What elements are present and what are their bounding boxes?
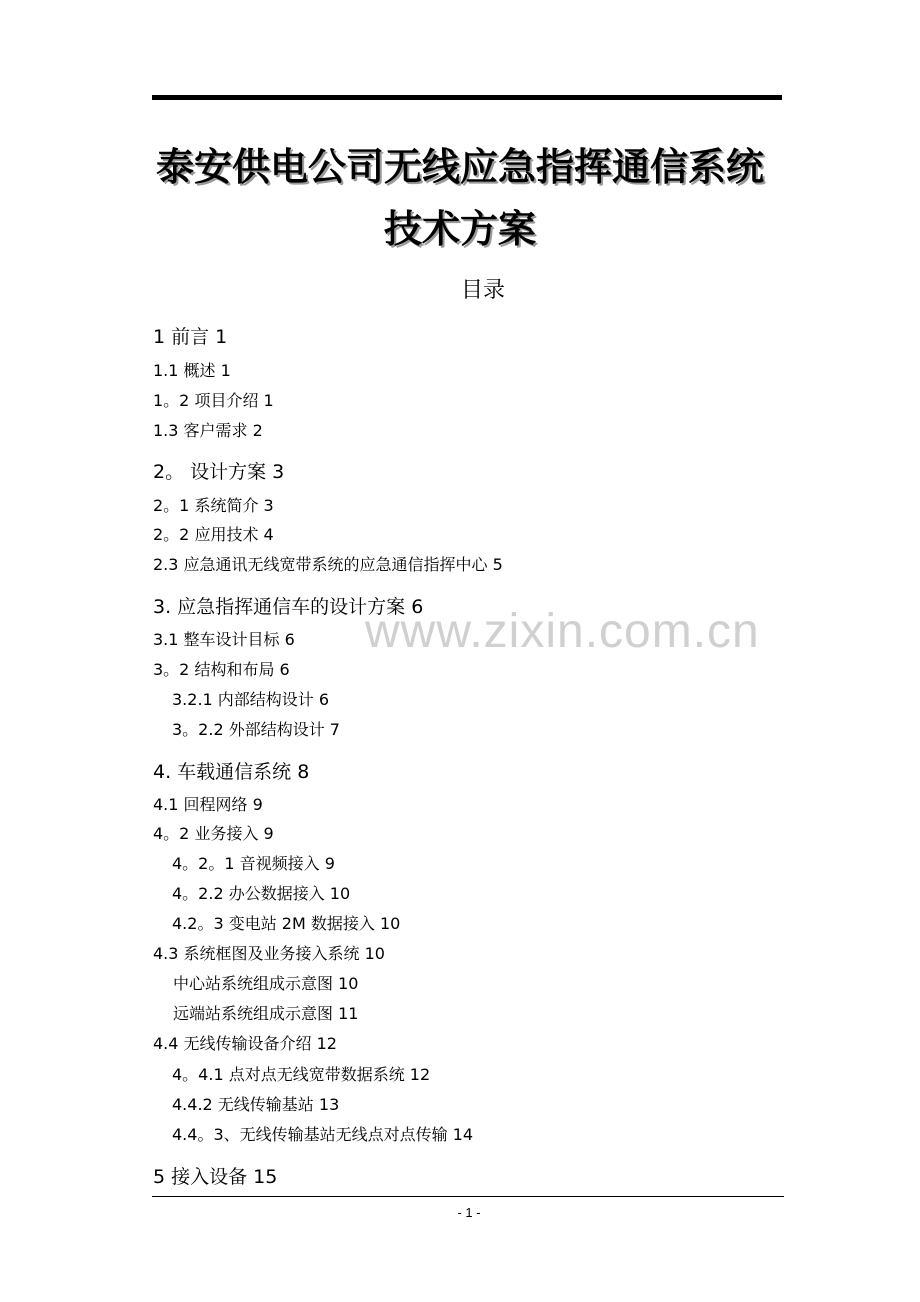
toc-entry[interactable]: 远端站系统组成示意图 11 xyxy=(173,1004,359,1023)
watermark: www.zixin.com.cn xyxy=(365,605,760,658)
toc-entry[interactable]: 4.4 无线传输设备介绍 12 xyxy=(153,1034,337,1053)
toc-entry[interactable]: 4。2 业务接入 9 xyxy=(153,824,274,843)
toc-entry[interactable]: 2。2 应用技术 4 xyxy=(153,525,274,544)
toc-entry[interactable]: 4. 车载通信系统 8 xyxy=(153,761,310,783)
toc-entry[interactable]: 4.4。3、无线传输基站无线点对点传输 14 xyxy=(172,1125,474,1144)
toc-entry[interactable]: 1.1 概述 1 xyxy=(153,361,231,380)
toc-entry[interactable]: 2。1 系统简介 3 xyxy=(153,496,274,515)
toc-entry[interactable]: 1。2 项目介绍 1 xyxy=(153,391,274,410)
toc-entry[interactable]: 2。 设计方案 3 xyxy=(153,461,285,483)
toc-entry[interactable]: 3。2 结构和布局 6 xyxy=(153,660,290,679)
toc-entry[interactable]: 1.3 客户需求 2 xyxy=(153,421,263,440)
toc-entry[interactable]: 3.2.1 内部结构设计 6 xyxy=(172,690,330,709)
toc-entry[interactable]: 4。2.2 办公数据接入 10 xyxy=(172,884,351,903)
toc-entry[interactable]: 3。2.2 外部结构设计 7 xyxy=(172,720,340,739)
toc-entry[interactable]: 2.3 应急通讯无线宽带系统的应急通信指挥中心 5 xyxy=(153,555,503,574)
toc-entry[interactable]: 4。2。1 音视频接入 9 xyxy=(172,854,335,873)
toc-entry[interactable]: 中心站系统组成示意图 10 xyxy=(173,974,359,993)
toc-entry[interactable]: 4.1 回程网络 9 xyxy=(153,795,263,814)
toc-entry[interactable]: 4.3 系统框图及业务接入系统 10 xyxy=(153,944,385,963)
toc-entry[interactable]: 4.4.2 无线传输基站 13 xyxy=(172,1095,340,1114)
toc-entry[interactable]: 1 前言 1 xyxy=(153,326,228,348)
toc-heading: 目录 xyxy=(460,278,505,303)
page-number: - 1 - xyxy=(457,1205,481,1220)
document-title-line-2: 技术方案 xyxy=(383,207,536,251)
document-title-line-1: 泰安供电公司无线应急指挥通信系统 xyxy=(155,145,764,189)
toc-entry[interactable]: 4.2。3 变电站 2M 数据接入 10 xyxy=(172,914,401,933)
footer-rule xyxy=(152,1196,784,1197)
toc-entry[interactable]: 3. 应急指挥通信车的设计方案 6 xyxy=(153,596,424,618)
toc-entry[interactable]: 3.1 整车设计目标 6 xyxy=(153,630,295,649)
toc-entry[interactable]: 4。4.1 点对点无线宽带数据系统 12 xyxy=(172,1065,431,1084)
toc-entry[interactable]: 5 接入设备 15 xyxy=(153,1166,278,1188)
top-rule xyxy=(152,95,782,100)
